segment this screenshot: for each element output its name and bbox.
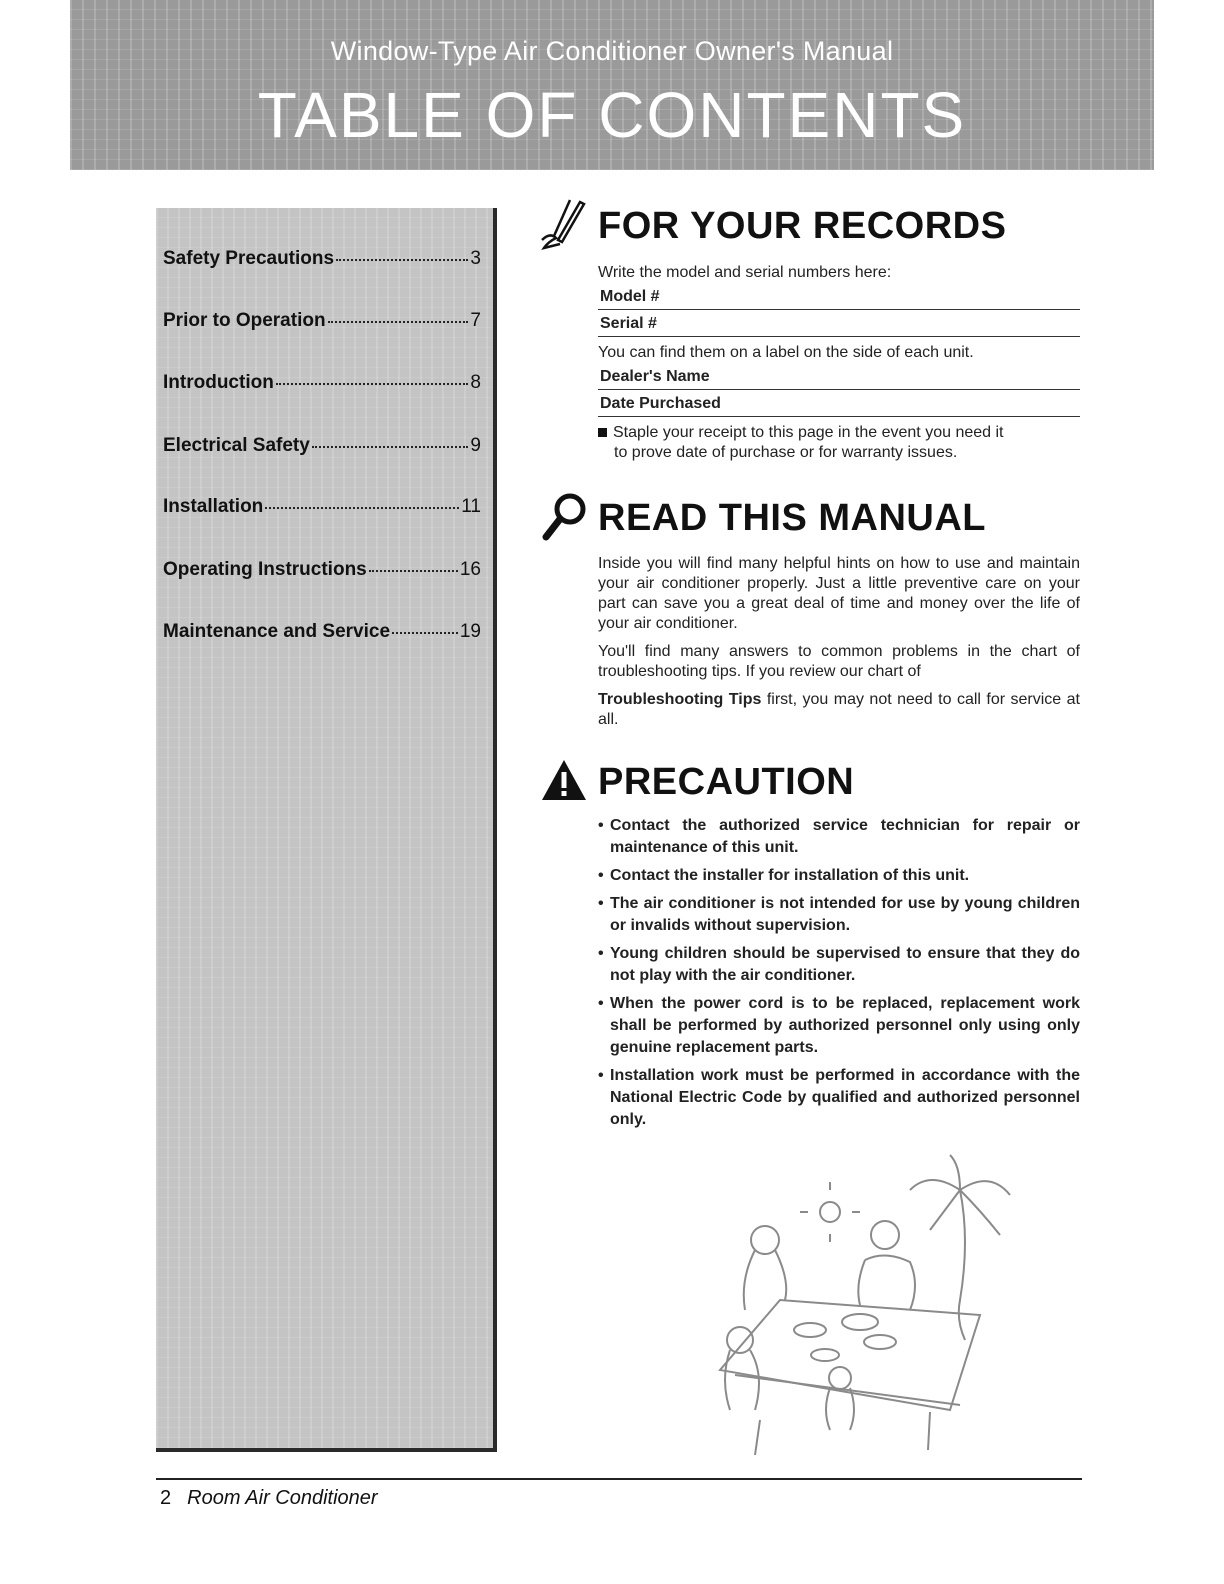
records-heading: FOR YOUR RECORDS: [598, 205, 1007, 247]
page-number: 2: [160, 1487, 172, 1509]
precaution-item: • Installation work must be performed in accordance with the National Electric Code by qualified and authorized personnel only.: [598, 1067, 1080, 1128]
manual-paragraph-3-text: first, you may not need to call for service at all.: [598, 691, 1080, 728]
precaution-item: • The air conditioner is not intended for use by young children or invalids without supervision.: [598, 895, 1080, 934]
records-intro: Write the model and serial numbers here:: [598, 264, 892, 281]
toc-item-maintenance-and-service[interactable]: [163, 621, 481, 643]
precaution-item: • Young children should be supervised to ensure that they do not play with the air conditioner.: [598, 945, 1080, 984]
page-footer: [160, 1487, 378, 1510]
staple-note-line-2: to prove date of purchase or for warranty issues.: [614, 444, 958, 461]
header-banner: [70, 0, 1154, 170]
toc-item-title: Safety Precautions: [163, 248, 335, 269]
toc-leader-dots: [276, 383, 469, 385]
toc-leader-dots: [392, 632, 458, 634]
precaution-item-text: Contact the installer for installation of this unit.: [610, 867, 970, 884]
staple-note-line-1: Staple your receipt to this page in the event you need it: [613, 424, 1004, 441]
pen-icon: [540, 196, 588, 257]
toc-item-page: 16: [459, 559, 481, 580]
toc-item-title: Introduction: [163, 372, 274, 393]
toc-item-page: 3: [470, 248, 481, 269]
model-field[interactable]: Model #: [598, 283, 1080, 310]
toc-item-electrical-safety[interactable]: [163, 435, 481, 457]
precaution-heading: PRECAUTION: [598, 761, 855, 803]
square-bullet-icon: [598, 428, 607, 437]
precaution-item-text: Contact the authorized service technician for repair or maintenance of this unit.: [610, 817, 1080, 856]
precaution-heading-row: [540, 758, 1080, 807]
manual-subtitle: Window-Type Air Conditioner Owner's Manual: [330, 36, 894, 66]
label-location-note: You can find them on a label on the side of each unit.: [598, 344, 974, 361]
toc-item-title: Maintenance and Service: [163, 621, 391, 642]
manual-paragraph-2: You'll find many answers to common problems in the chart of troubleshooting tips. If you review our chart of: [598, 643, 1080, 680]
toc-leader-dots: [328, 321, 469, 323]
toc-item-operating-instructions[interactable]: [163, 559, 481, 581]
dealer-name-field[interactable]: Dealer's Name: [598, 363, 1080, 390]
manual-paragraph-1: Inside you will find many helpful hints on how to use and maintain your air conditioner properly. Just a little preventive care on your part can save you a great deal of time and money over the life of your air conditioner.: [598, 555, 1080, 632]
toc-item-page: 9: [470, 435, 481, 456]
toc-item-page: 11: [461, 496, 481, 517]
page-title: TABLE OF CONTENTS: [257, 79, 967, 151]
precaution-list: [598, 815, 1080, 1131]
footer-rule: [156, 1478, 1082, 1480]
precaution-item: • When the power cord is to be replaced, replacement work shall be performed by authorized personnel only using only genuine replacement parts.: [598, 995, 1080, 1056]
picnic-illustration: [660, 1150, 1020, 1465]
footer-title: Room Air Conditioner: [187, 1487, 378, 1509]
toc-leader-dots: [312, 446, 469, 448]
precaution-item-text: When the power cord is to be replaced, replacement work shall be performed by authorized personnel only using only genuine replacement parts.: [610, 995, 1080, 1056]
precaution-item: • Contact the installer for installation of this unit.: [598, 867, 970, 884]
staple-note: [598, 423, 1080, 463]
precaution-item-text: Young children should be supervised to ensure that they do not play with the air conditioner.: [610, 945, 1080, 984]
serial-field[interactable]: Serial #: [598, 310, 1080, 337]
precaution-item-text: Installation work must be performed in accordance with the National Electric Code by qualified and authorized personnel only.: [610, 1067, 1080, 1128]
toc-item-title: Operating Instructions: [163, 559, 367, 580]
toc-item-page: 7: [470, 310, 481, 331]
date-purchased-field[interactable]: Date Purchased: [598, 390, 1080, 417]
toc-item-title: Installation: [163, 496, 264, 517]
toc-leader-dots: [336, 259, 468, 261]
records-heading-row: [540, 196, 1080, 257]
toc-leader-dots: [265, 507, 459, 509]
toc-item-safety-precautions[interactable]: [163, 248, 481, 270]
toc-leader-dots: [369, 570, 458, 572]
magnifier-icon: [540, 491, 588, 546]
precaution-item: • Contact the authorized service technician for repair or maintenance of this unit.: [598, 817, 1080, 856]
toc-item-introduction[interactable]: [163, 372, 481, 394]
manual-body: [598, 554, 1080, 730]
troubleshooting-tips-link: Troubleshooting Tips: [598, 691, 762, 708]
toc-item-page: 8: [470, 372, 481, 393]
main-content: [540, 196, 1080, 1131]
toc-panel: [156, 208, 497, 1452]
manual-paragraph-3: [598, 690, 1080, 730]
toc-item-page: 19: [459, 621, 481, 642]
precaution-item-text: The air conditioner is not intended for use by young children or invalids without supervision.: [610, 895, 1080, 934]
toc-item-title: Electrical Safety: [163, 435, 310, 456]
records-body: [598, 263, 1080, 463]
toc-item-title: Prior to Operation: [163, 310, 326, 331]
warning-icon: [540, 758, 588, 807]
manual-heading: READ THIS MANUAL: [598, 497, 986, 539]
manual-heading-row: [540, 491, 1080, 546]
toc-item-installation[interactable]: [163, 496, 481, 518]
toc-item-prior-to-operation[interactable]: [163, 310, 481, 332]
